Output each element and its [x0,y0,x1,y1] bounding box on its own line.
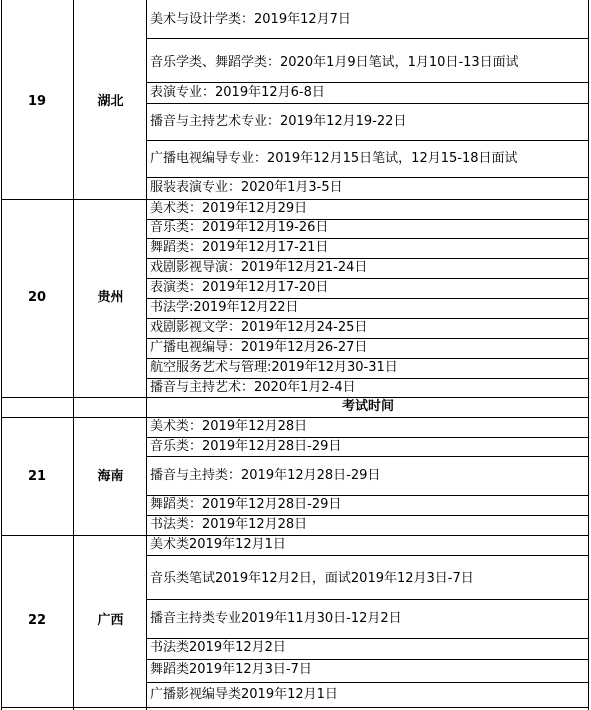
row-divider [146,358,589,359]
row-divider [146,298,589,299]
exam-item: 航空服务艺术与管理:2019年12月30-31日 [150,360,398,375]
row-divider [146,495,589,496]
row-divider [1,199,589,200]
row-divider [146,38,589,39]
row-divider [146,82,589,83]
table-border-right [588,0,589,710]
row-divider [146,659,589,660]
row-divider [146,638,589,639]
exam-item: 音乐学类、舞蹈学类：2020年1月9日笔试，1月10日-13日面试 [150,55,519,70]
row-number: 19 [27,94,47,109]
exam-item: 舞蹈类2019年12月3日-7日 [150,662,312,677]
exam-item: 音乐类：2019年12月19-26日 [150,220,329,235]
exam-item: 美术类：2019年12月29日 [150,201,308,216]
exam-item: 舞蹈类：2019年12月17-21日 [150,240,329,255]
row-divider [146,318,589,319]
exam-item: 书法类2019年12月2日 [150,640,286,655]
row-divider [1,535,589,536]
exam-time-header: 考试时间 [341,399,394,414]
row-number: 21 [27,469,47,484]
row-divider [146,456,589,457]
exam-item: 广播电视编导专业：2019年12月15日笔试，12月15-18日面试 [150,151,518,166]
row-number: 20 [27,290,47,305]
exam-item: 美术与设计学类：2019年12月7日 [150,12,351,27]
exam-item: 广播影视编导类2019年12月1日 [150,687,338,702]
exam-item: 服装表演专业：2020年1月3-5日 [150,180,343,195]
exam-item: 戏剧影视导演：2019年12月21-24日 [150,260,368,275]
exam-item: 美术类：2019年12月28日 [150,419,308,434]
row-divider [146,555,589,556]
exam-item: 播音与主持艺术专业：2019年12月19-22日 [150,114,407,129]
exam-item: 舞蹈类：2019年12月28日-29日 [150,497,342,512]
row-divider [146,682,589,683]
row-divider [1,707,589,708]
exam-item: 表演专业：2019年12月6-8日 [150,85,325,100]
exam-item: 播音与主持类：2019年12月28日-29日 [150,468,381,483]
province-name: 海南 [97,469,124,484]
row-divider [146,378,589,379]
row-divider [146,177,589,178]
province-name: 广西 [97,613,124,628]
row-divider [1,417,589,418]
exam-item: 表演类：2019年12月17-20日 [150,280,329,295]
row-divider [146,103,589,104]
province-name: 湖北 [97,94,124,109]
column-divider [73,0,74,710]
row-number: 22 [27,613,47,628]
exam-item: 书法学:2019年12月22日 [150,300,299,315]
row-divider [146,338,589,339]
column-divider [146,0,147,710]
row-divider [1,397,589,398]
province-name: 贵州 [97,290,124,305]
exam-item: 广播电视编导：2019年12月26-27日 [150,340,368,355]
row-divider [146,258,589,259]
row-divider [146,278,589,279]
exam-item: 播音与主持艺术：2020年1月2-4日 [150,380,356,395]
row-divider [146,599,589,600]
exam-item: 戏剧影视文学：2019年12月24-25日 [150,320,368,335]
exam-item: 播音主持类专业2019年11月30日-12月2日 [150,611,402,626]
exam-item: 音乐类笔试2019年12月2日，面试2019年12月3日-7日 [150,571,474,586]
exam-item: 书法类：2019年12月28日 [150,517,308,532]
exam-item: 美术类2019年12月1日 [150,537,286,552]
row-divider [146,515,589,516]
row-divider [146,238,589,239]
row-divider [146,140,589,141]
row-divider [146,437,589,438]
exam-item: 音乐类：2019年12月28日-29日 [150,439,342,454]
